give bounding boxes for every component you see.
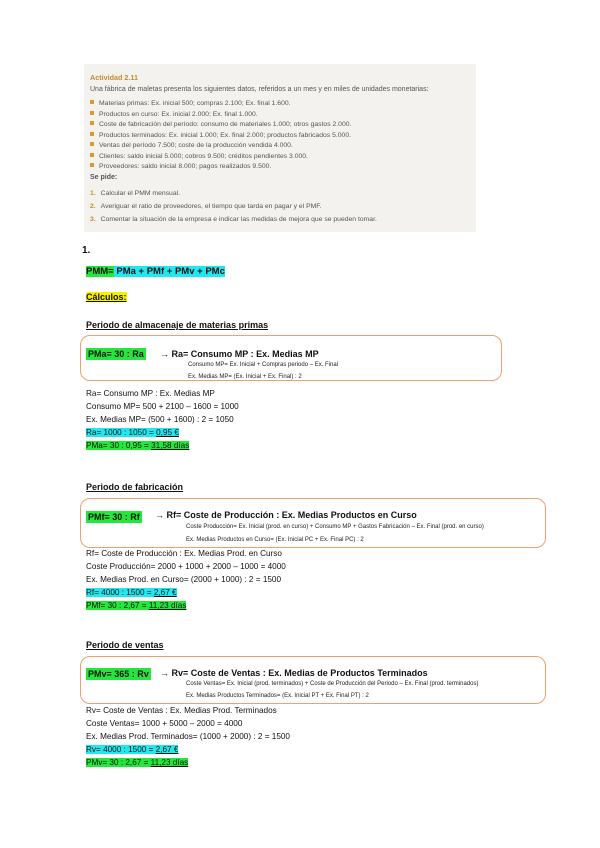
- materias-line-3: Ex. Medias MP= (500 + 1600) : 2 = 1050: [86, 415, 234, 424]
- materias-line-5: PMa= 30 : 0,95 = 31,58 días: [86, 441, 190, 450]
- ventas-note-2: Ex. Medias Productos Terminados= (Ex. Inicial PT + Ex. Final PT) : 2: [186, 693, 369, 699]
- se-pide-heading: Se pide:: [90, 174, 118, 181]
- question-item: 1. Calcular el PMM mensual.: [90, 190, 180, 197]
- bullet-square-icon: [90, 142, 94, 146]
- list-item: Productos terminados: Ex. inicial 1.000; Ex. final 2.000; productos fabricados 5.000.: [90, 131, 351, 142]
- question-item: 3. Comentar la situación de la empresa e indicar las medidas de mejora que se pueden tomar.: [90, 216, 377, 223]
- ventas-line-5: PMv= 30 : 2,67 = 11,23 días: [86, 758, 189, 767]
- materias-note-1: Consumo MP= Ex. Inicial + Compras periodo – Ex. Final: [188, 362, 339, 368]
- fabricacion-note-1: Coste Producción= Ex. Inicial (prod. en curso) + Consumo MP + Gastos Fabricación – Ex. Final (prod. en curso): [186, 524, 484, 530]
- ventas-line-3: Ex. Medias Prod. Terminados= (1000 + 2000) : 2 = 1500: [86, 732, 290, 741]
- materias-line-4: Ra= 1000 : 1050 = 0,95 €: [86, 428, 179, 437]
- materias-heading: Periodo de almacenaje de materias primas: [86, 320, 269, 330]
- fabricacion-line-4: Rf= 4000 : 1500 = 2,67 €: [86, 588, 177, 597]
- list-item: Clientes: saldo inicial 5.000; cobros 9.500; créditos pendientes 3.000.: [90, 152, 351, 163]
- materias-arrow-formula: → Ra= Consumo MP : Ex. Medias MP: [160, 349, 319, 359]
- fabricacion-line-2: Coste Producción= 2000 + 1000 + 2000 – 1000 = 4000: [86, 562, 286, 571]
- ventas-heading: Periodo de ventas: [86, 640, 164, 650]
- bullet-square-icon: [90, 121, 94, 125]
- fabricacion-line-3: Ex. Medias Prod. en Curso= (2000 + 1000) : 2 = 1500: [86, 575, 282, 584]
- fabricacion-note-2: Ex. Medias Productos en Curso= (Ex. Inicial PC + Ex. Final PC) : 2: [186, 537, 364, 543]
- ventas-pm: PMv= 365 : Rv: [88, 669, 149, 679]
- ventas-line-4: Rv= 4000 : 1500 = 2,67 €: [86, 745, 179, 754]
- materias-note-2: Ex. Medias MP= (Ex. Inicial + Ex. Final) : 2: [188, 374, 302, 380]
- activity-intro: Una fábrica de maletas presenta los siguientes datos, referidos a un mes y en miles de unidades monetarias:: [90, 86, 429, 93]
- list-item: Coste de fabricación del período: consumo de materiales 1.000; otros gastos 2.000.: [90, 120, 351, 131]
- materias-line-1: Ra= Consumo MP : Ex. Medias MP: [86, 389, 215, 398]
- list-item: Productos en curso: Ex. inicial 2.000; Ex. final 1.000.: [90, 110, 351, 121]
- ventas-line-2: Coste Ventas= 1000 + 5000 – 2000 = 4000: [86, 719, 243, 728]
- ventas-arrow-formula: → Rv= Coste de Ventas : Ex. Medias de Productos Terminados: [160, 668, 428, 678]
- bullet-square-icon: [90, 100, 94, 104]
- fabricacion-pm: PMf= 30 : Rf: [88, 512, 140, 522]
- list-item: Materias primas: Ex. inicial 500; compras 2.100; Ex. final 1.600.: [90, 99, 351, 110]
- question-item: 2. Averiguar el ratio de proveedores, el tiempo que tarda en pagar y el PMF.: [90, 203, 322, 210]
- activity-data-list: [90, 99, 351, 173]
- list-item: Proveedores: saldo inicial 8.000; pagos realizados 9.500.: [90, 162, 351, 173]
- list-item: Ventas del período 7.500; coste de la producción vendida 4.000.: [90, 141, 351, 152]
- pmm-terms: PMa + PMf + PMv + PMc: [113, 266, 225, 277]
- materias-pm: PMa= 30 : Ra: [88, 349, 144, 359]
- fabricacion-line-1: Rf= Coste de Producción : Ex. Medias Prod. en Curso: [86, 549, 282, 558]
- ventas-line-1: Rv= Coste de Ventas : Ex. Medias Prod. Terminados: [86, 706, 277, 715]
- fabricacion-arrow-formula: → Rf= Coste de Producción : Ex. Medias Productos en Curso: [155, 510, 417, 520]
- pmm-label: PMM=: [86, 266, 114, 277]
- bullet-square-icon: [90, 111, 94, 115]
- ventas-note-1: Coste Ventas= Ex. Inicial (prod. terminados) + Coste de Producción del Periodo – Ex. Final (prod. terminados): [186, 681, 479, 687]
- activity-title: Actividad 2.11: [90, 73, 138, 82]
- materias-line-2: Consumo MP= 500 + 2100 – 1600 = 1000: [86, 402, 239, 411]
- fabricacion-heading: Periodo de fabricación: [86, 482, 184, 492]
- solution-number: 1.: [82, 245, 91, 256]
- bullet-square-icon: [90, 132, 94, 136]
- bullet-square-icon: [90, 163, 94, 167]
- pmm-formula: [86, 266, 225, 277]
- fabricacion-line-5: PMf= 30 : 2,67 = 11,23 días: [86, 601, 187, 610]
- activity-questions: [90, 187, 377, 226]
- bullet-square-icon: [90, 153, 94, 157]
- activity-box: [84, 64, 476, 232]
- calculos-heading: Cálculos:: [86, 292, 127, 302]
